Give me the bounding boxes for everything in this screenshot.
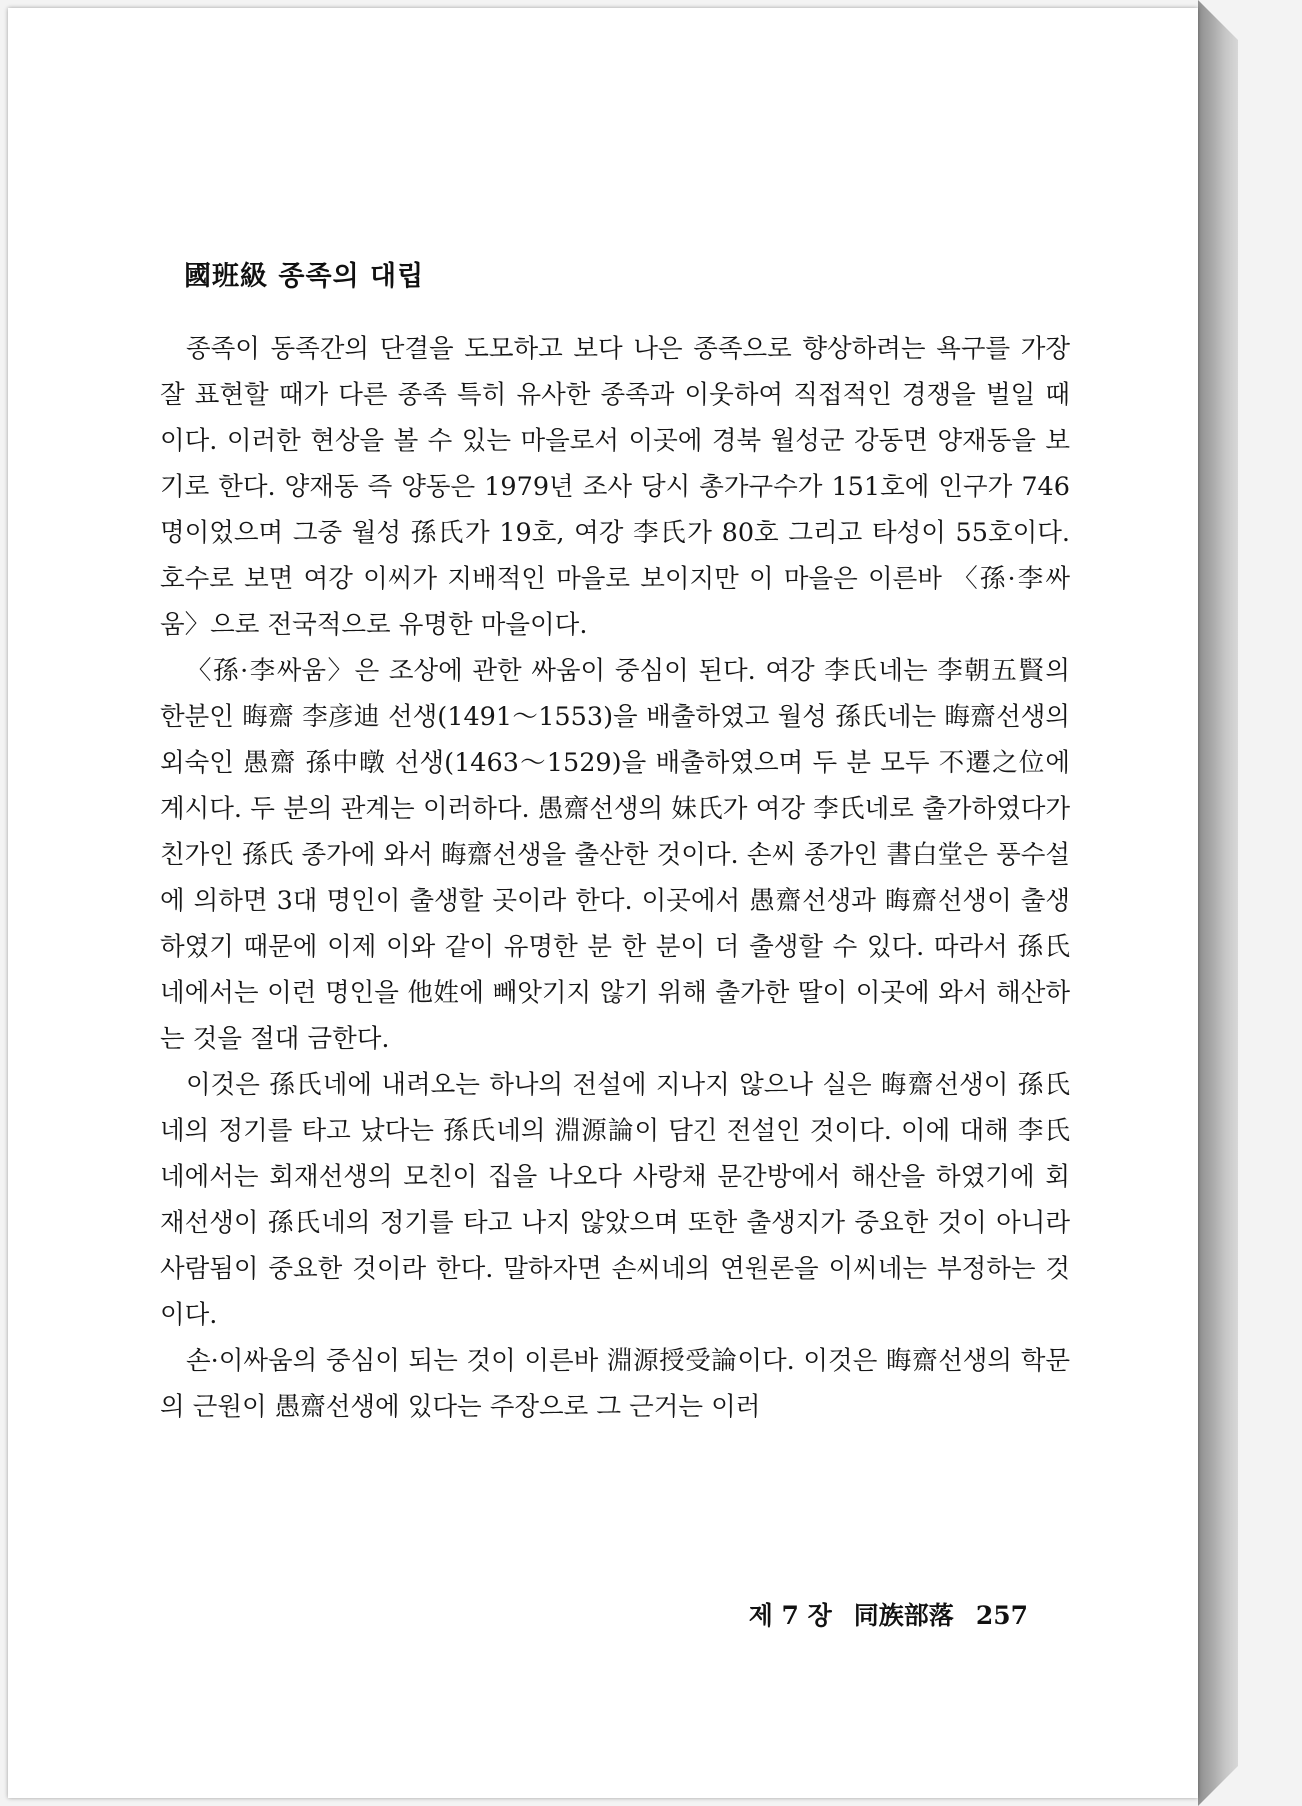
- paragraph-2: 〈孫·李싸움〉은 조상에 관한 싸움이 중심이 된다. 여강 李氏네는 李朝五賢의 한분인 晦齋 李彦迪 선생(1491～1553)을 배출하였고 월성 孫氏네는 晦齋선생의 외숙인 愚齋 孫中暾 선생(1463～1529)을 배출하였으며 두 분 모두 不遷之位에 계시다. 두 분의 관계는 이러하다. 愚齋선생의 妹氏가 여강 李氏네로 출가하였다가 친가인 孫氏 종가에 와서 晦齋선생을 출산한 것이다. 손씨 종가인 書白堂은 풍수설에 의하면 3대 명인이 출생할 곳이라 한다. 이곳에서 愚齋선생과 晦齋선생이 출생하였기 때문에 이제 이와 같이 유명한 분 한 분이 더 출생할 수 있다. 따라서 孫氏네에서는 이런 명인을 他姓에 빼앗기지 않기 위해 출가한 딸이 이곳에 와서 해산하는 것을 절대 금한다.: [160, 656, 1070, 1054]
- paragraph-3: 이것은 孫氏네에 내려오는 하나의 전설에 지나지 않으나 실은 晦齋선생이 孫氏네의 정기를 타고 났다는 孫氏네의 淵源論이 담긴 전설인 것이다. 이에 대해 李氏네에서는 회재선생의 모친이 집을 나오다 사랑채 문간방에서 해산을 하였기에 회재선생이 孫氏네의 정기를 타고 나지 않았으며 또한 출생지가 중요한 것이 아니라 사람됨이 중요한 것이라 한다. 말하자면 손씨네의 연원론을 이씨네는 부정하는 것이다.: [160, 1070, 1070, 1330]
- book-page: [8, 8, 1198, 1798]
- page-edge-shadow: [1198, 0, 1238, 1806]
- body-text: [160, 326, 1070, 1430]
- page-number: 257: [975, 1601, 1028, 1630]
- paragraph-1: 종족이 동족간의 단결을 도모하고 보다 나은 종족으로 향상하려는 욕구를 가장 잘 표현할 때가 다른 종족 특히 유사한 종족과 이웃하여 직접적인 경쟁을 벌일 때이다. 이러한 현상을 볼 수 있는 마을로서 이곳에 경북 월성군 강동면 양재동을 보기로 한다. 양재동 즉 양동은 1979년 조사 당시 총가구수가 151호에 인구가 746명이었으며 그중 월성 孫氏가 19호, 여강 李氏가 80호 그리고 타성이 55호이다. 호수로 보면 여강 이씨가 지배적인 마을로 보이지만 이 마을은 이른바 〈孫·李싸움〉으로 전국적으로 유명한 마을이다.: [160, 334, 1070, 640]
- paragraph-4: 손·이싸움의 중심이 되는 것이 이른바 淵源授受論이다. 이것은 晦齋선생의 학문의 근원이 愚齋선생에 있다는 주장으로 그 근거는 이러: [160, 1346, 1070, 1422]
- page-footer: [749, 1596, 1028, 1632]
- chapter-label: 제 7 장: [748, 1601, 832, 1630]
- chapter-title: 同族部落: [853, 1601, 954, 1630]
- section-title: 國班級 종족의 대립: [184, 261, 425, 292]
